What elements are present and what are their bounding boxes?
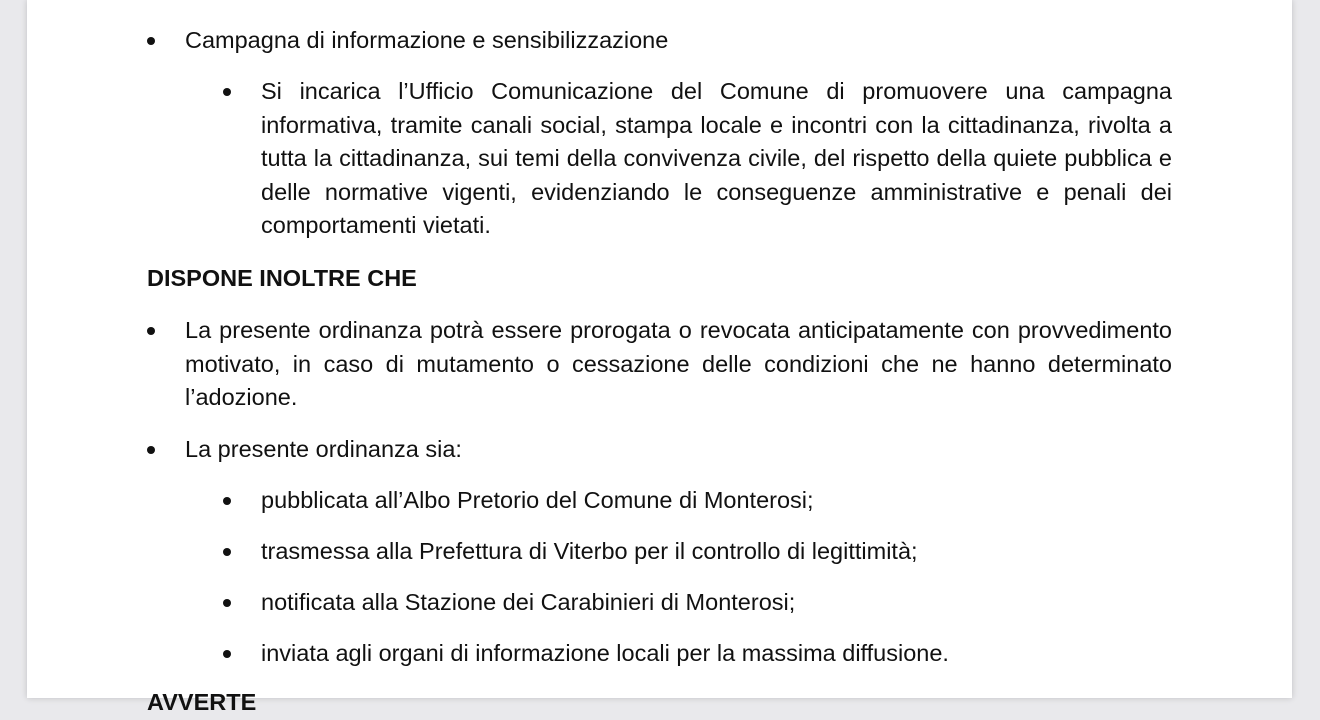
list-item-proroga (185, 314, 1172, 415)
sub-list-item-text: inviata agli organi di informazione locali per la massima diffusione. (261, 640, 949, 666)
list-item-text: La presente ordinanza sia: (185, 436, 462, 462)
sub-list-item-text: pubblicata all’Albo Pretorio del Comune di Monterosi; (261, 487, 814, 513)
document-page (27, 0, 1292, 715)
bullet-icon (147, 327, 155, 335)
bullet-icon (223, 599, 231, 607)
sub-list-item-carabinieri (261, 586, 1172, 620)
sub-list-item-text: notificata alla Stazione dei Carabinieri di Monterosi; (261, 589, 796, 615)
bullet-icon (147, 446, 155, 454)
sub-list-item-text: Si incarica l’Ufficio Comunicazione del Comune di promuovere una campagna informativa, tramite canali social, stampa locale e incontri con la cittadinanza, rivolta a tutta la cittadinanza, sui temi della convivenza civile, del rispetto della quiete pubblica e delle normative vigenti, evidenziando le conseguenze amministrative e penali dei comportamenti vietati. (261, 78, 1172, 238)
sub-list-item-albo (261, 484, 1172, 518)
sub-list-item-informazione (261, 637, 1172, 671)
sub-list-item-campaign-detail (261, 75, 1172, 243)
bullet-icon (223, 548, 231, 556)
section-heading-avverte: AVVERTE (147, 689, 257, 715)
section-heading-dispone: DISPONE INOLTRE CHE (147, 265, 417, 291)
bullet-icon (223, 650, 231, 658)
list-item-text: Campagna di informazione e sensibilizzazione (185, 27, 669, 53)
bullet-icon (147, 37, 155, 45)
bullet-icon (223, 88, 231, 96)
sub-list-item-text: trasmessa alla Prefettura di Viterbo per il controllo di legittimità; (261, 538, 918, 564)
sub-list-item-prefettura (261, 535, 1172, 569)
list-item-text: La presente ordinanza potrà essere prorogata o revocata anticipatamente con provvedimento motivato, in caso di mutamento o cessazione delle condizioni che ne hanno determinato l’adozione. (185, 317, 1172, 410)
list-item-ordinanza-sia (185, 433, 1172, 467)
list-item-campaign (185, 24, 1172, 58)
bullet-icon (223, 497, 231, 505)
